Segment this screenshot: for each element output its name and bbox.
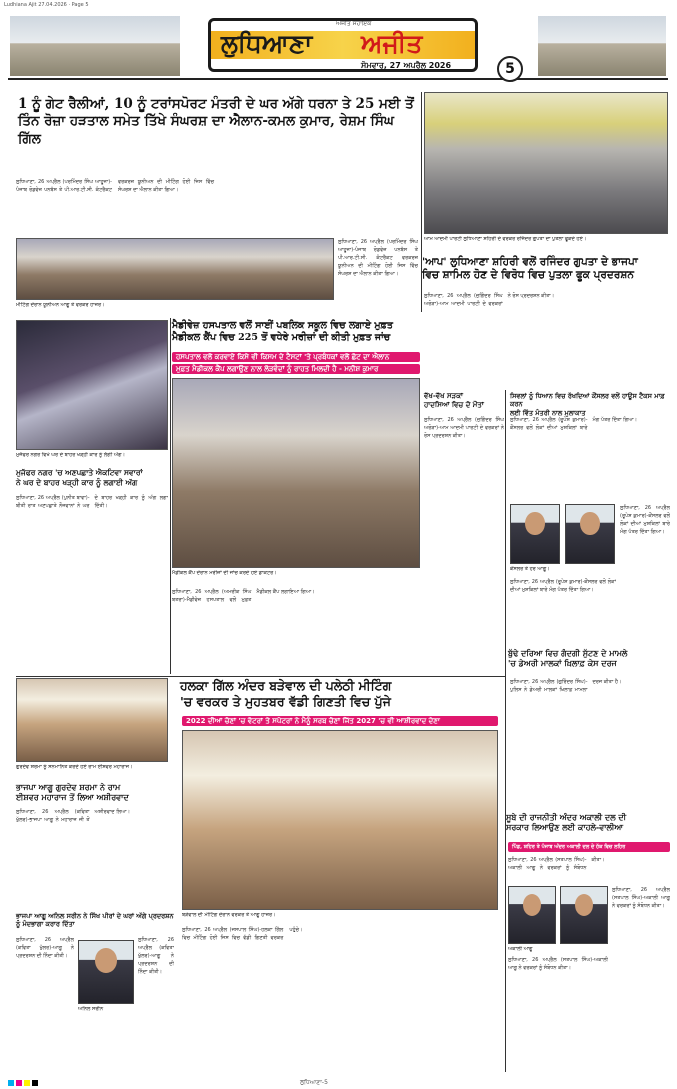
tax-headline-line-1: ਸਿਵਲਾਂ ਨੂੰ ਧਿਆਨ ਵਿਚ ਰੱਖਦਿਆਂ ਕੌਂਸਲਰ ਵਲੋਂ ਹਾਊਸ ਟੈਕਸ ਮਾਫ਼ ਕਰਨ	[510, 392, 665, 409]
fire-caption: ਮੁਜੱਫਰ ਨਗਰ ਵਿਖੇ ਘਰ ਦੇ ਬਾਹਰ ਖੜ੍ਹੀ ਕਾਰ ਨੂੰ ਲੱਗੀ ਅੱਗ।	[16, 452, 125, 458]
tax-portrait-1	[510, 504, 560, 564]
gill-headline-line-2: 'ਚ ਵਰਕਰ ਤੇ ਮੁਹਤਬਰ ਵੱਡੀ ਗਿਣਤੀ ਵਿਚ ਪੁੱਜੇ	[180, 694, 391, 709]
page-footer	[0, 1077, 677, 1089]
lead-body: ਲੁਧਿਆਣਾ, 26 ਅਪ੍ਰੈਲ (ਪਰਮਿੰਦਰ ਸਿੰਘ ਆਹੂਜਾ)-ਪੰਜਾਬ ਰੋਡਵੇਜ਼ ਪਨਬੱਸ ਤੇ ਪੀ.ਆਰ.ਟੀ.ਸੀ. ਕੰਟਰੈਕਟ ਵਰਕਰਜ਼ ਯੂਨੀਅਨ ਦੀ ਮੀਟਿੰਗ ਹੋਈ ਜਿਸ ਵਿੱਚ ਸੰਘਰਸ਼ ਦਾ ਐਲਾਨ ਕੀਤਾ ਗਿਆ।	[16, 179, 214, 193]
footer-page-label: ਲੁਧਿਆਣਾ-5	[300, 1079, 328, 1086]
fire-photo	[16, 320, 168, 450]
gill-band: 2022 ਦੀਆਂ ਚੋਣਾਂ 'ਚ ਵੋਟਰਾਂ ਤੇ ਸਪੋਟਰਾਂ ਨੇ ਮੈਨੂੰ ਸਰਬ ਚੋਣਾਂ ਜਿੱਤ 2027 'ਚ ਵੀ ਆਸ਼ੀਰਵਾਦ ਦੇਣਾ	[182, 716, 498, 726]
masthead-photo-left	[10, 16, 180, 76]
fire-headline-line-1: ਮੁਜੱਫਰ ਨਗਰ 'ਚ ਅਣਪਛਾਤੇ ਐਕਟਿਵਾ ਸਵਾਰਾਂ	[16, 468, 143, 477]
title-ludhiana: ਲੁਧਿਆਣਾ	[221, 29, 313, 58]
medical-band-1: ਹਸਪਤਾਲ ਵਲੋਂ ਕਰਵਾਏ ਕਿਸੇ ਵੀ ਕਿਸਮ ਦੇ ਟੈਸਟਾਂ 'ਤੇ ਪ੍ਰਬੰਧਕਾਂ ਵਲੋਂ ਛੋਟ ਦਾ ਐਲਾਨ	[172, 352, 420, 362]
akali-body-cont: ਲੁਧਿਆਣਾ, 26 ਅਪ੍ਰੈਲ (ਸਤਪਾਲ ਸਿੰਘ)-ਅਕਾਲੀ ਆਗੂ ਨੇ ਵਰਕਰਾਂ ਨੂੰ ਸੰਬੋਧਨ ਕੀਤਾ।	[612, 887, 670, 909]
divider	[421, 92, 422, 312]
medical-headline-line-2: ਮੈਡੀਕਲ ਕੈਂਪ ਵਿਚ 225 ਤੋਂ ਵਧੇਰੇ ਮਰੀਜ਼ਾਂ ਦੀ ਕੀਤੀ ਮੁਫ਼ਤ ਜਾਂਚ	[172, 332, 391, 344]
akali-body-more: ਲੁਧਿਆਣਾ, 26 ਅਪ੍ਰੈਲ (ਸਤਪਾਲ ਸਿੰਘ)-ਅਕਾਲੀ ਆਗੂ ਨੇ ਵਰਕਰਾਂ ਨੂੰ ਸੰਬੋਧਨ ਕੀਤਾ।	[508, 957, 608, 971]
protest-body: ਲੁਧਿਆਣਾ, 26 ਅਪ੍ਰੈਲ (ਜੁਗਿੰਦਰ ਸਿੰਘ ਅਰੋੜਾ)-ਆਮ ਆਦਮੀ ਪਾਰਟੀ ਦੇ ਵਰਕਰਾਂ ਨੇ ਰੋਸ ਪ੍ਰਦਰਸ਼ਨ ਕੀਤਾ।	[424, 293, 555, 307]
gill-photo	[182, 730, 498, 910]
lead-headline-line-2: ਤਿੰਨ ਰੋਜ਼ਾ ਹੜਤਾਲ ਸਮੇਤ ਤਿੱਖੇ ਸੰਘਰਸ਼ ਦਾ ਐਲਾਨ-ਕਮਲ ਕੁਮਾਰ, ਰੇਸ਼ਮ ਸਿੰਘ ਗਿੱਲ	[18, 113, 394, 147]
accident-headline	[424, 392, 504, 410]
anil-portrait	[78, 940, 134, 1004]
medical-band-2: ਮੁਫ਼ਤ ਮੈਡੀਕਲ ਕੈਂਪ ਲਗਾਉਣ ਨਾਲ ਲੋੜਵੰਦਾਂ ਨੂੰ ਰਾਹਤ ਮਿਲਦੀ ਹੈ - ਮਨੀਸ਼ ਕੁਮਾਰ	[172, 364, 420, 374]
accident-headline-line-1: ਵੱਖ-ਵੱਖ ਸੜਕਾਂ	[424, 391, 463, 400]
lead-photo	[16, 238, 334, 300]
akali-caption: ਅਕਾਲੀ ਆਗੂ	[508, 946, 533, 952]
akali-band: ਪਿੰਡ, ਸ਼ਹਿਰ ਤੇ ਪੰਜਾਬ ਅੰਦਰ ਅਕਾਲੀ ਦਲ ਦੇ ਹੱਕ ਵਿਚ ਲਹਿਰ	[508, 842, 670, 852]
anil-body: ਲੁਧਿਆਣਾ, 26 ਅਪ੍ਰੈਲ (ਕਵਿਤਾ ਖੁੱਲਰ)-ਆਗੂ ਨੇ ਪ੍ਰਦਰਸ਼ਨ ਦੀ ਨਿੰਦਾ ਕੀਤੀ।	[16, 937, 74, 959]
bjp-headline-line-2: ਈਸ਼ਵਰ ਮਹਾਰਾਜ ਤੋਂ ਲਿਆ ਅਸ਼ੀਰਵਾਦ	[16, 792, 129, 803]
lead-photo-caption: ਮੀਟਿੰਗ ਦੌਰਾਨ ਯੂਨੀਅਨ ਆਗੂ ਤੇ ਵਰਕਰ ਹਾਜ਼ਰ।	[16, 302, 105, 308]
anil-headline: ਭਾਜਪਾ ਆਗੂ ਅਨਿਲ ਸਰੀਨ ਨੇ ਸਿੱਖ ਪੀਰਾਂ ਦੇ ਘਰਾਂ ਅੱਗੇ ਪ੍ਰਦਰਸ਼ਨ ਨੂੰ ਮੰਦਭਾਗਾ ਕਰਾਰ ਦਿੱਤਾ	[16, 912, 174, 929]
anil-body-cont: ਲੁਧਿਆਣਾ, 26 ਅਪ੍ਰੈਲ (ਕਵਿਤਾ ਖੁੱਲਰ)-ਆਗੂ ਨੇ ਪ੍ਰਦਰਸ਼ਨ ਦੀ ਨਿੰਦਾ ਕੀਤੀ।	[138, 937, 174, 975]
tax-headline-line-2: ਲਈ ਵਿੱਤ ਮੰਤਰੀ ਨਾਲ ਮੁਲਾਕਾਤ	[510, 408, 586, 417]
page-number: 5	[497, 56, 523, 82]
gill-caption: ਬੜੇਵਾਲ ਦੀ ਮੀਟਿੰਗ ਦੌਰਾਨ ਵਰਕਰ ਤੇ ਆਗੂ ਹਾਜ਼ਰ।	[182, 912, 276, 918]
divider	[170, 318, 171, 674]
anil-caption: ਅਨਿਲ ਸਰੀਨ	[78, 1006, 104, 1012]
fire-headline-line-2: ਨੇ ਘਰ ਦੇ ਬਾਹਰ ਖੜ੍ਹੀ ਕਾਰ ਨੂੰ ਲਗਾਈ ਅੱਗ	[16, 477, 138, 487]
protest-caption: ਆਮ ਆਦਮੀ ਪਾਰਟੀ ਲੁਧਿਆਣਾ ਸ਼ਹਿਰੀ ਦੇ ਵਰਕਰ ਰਜਿੰਦਰ ਗੁਪਤਾ ਦਾ ਪੁਤਲਾ ਫੂਕਦੇ ਹੋਏ।	[424, 236, 587, 242]
protest-headline-line-1: 'ਆਪ' ਲੁਧਿਆਣਾ ਸ਼ਹਿਰੀ ਵਲੋਂ ਰਜਿੰਦਰ ਗੁਪਤਾ ਦੇ ਭਾਜਪਾ	[422, 256, 638, 268]
tax-body-cont: ਲੁਧਿਆਣਾ, 26 ਅਪ੍ਰੈਲ (ਰੂਪੇਸ਼ ਕੁਮਾਰ)-ਕੌਂਸਲਰ ਵਲੋਂ ਲੋਕਾਂ ਦੀਆਂ ਮੁਸ਼ਕਿਲਾਂ ਬਾਰੇ ਮੰਗ ਪੱਤਰ ਦਿੱਤਾ ਗਿਆ।	[620, 505, 670, 535]
bjp-photo	[16, 678, 168, 762]
akali-headline	[506, 812, 672, 832]
akali-headline-line-2: ਸਰਕਾਰ ਲਿਆਉਣ ਲਈ ਕਾਹਲੇ-ਵਾਲੀਆ	[506, 822, 624, 833]
bjp-body: ਲੁਧਿਆਣਾ, 26 ਅਪ੍ਰੈਲ (ਕਵਿਤਾ ਖੁੱਲਰ)-ਭਾਜਪਾ ਆਗੂ ਨੇ ਮਹਾਰਾਜ ਜੀ ਤੋਂ ਅਸ਼ੀਰਵਾਦ ਲਿਆ।	[16, 809, 130, 823]
medical-headline	[172, 320, 422, 344]
divider	[16, 676, 505, 677]
accident-body: ਲੁਧਿਆਣਾ, 26 ਅਪ੍ਰੈਲ (ਜੁਗਿੰਦਰ ਸਿੰਘ ਅਰੋੜਾ)-ਆਮ ਆਦਮੀ ਪਾਰਟੀ ਦੇ ਵਰਕਰਾਂ ਨੇ ਰੋਸ ਪ੍ਰਦਰਸ਼ਨ ਕੀਤਾ।	[424, 417, 504, 439]
tax-body: ਲੁਧਿਆਣਾ, 26 ਅਪ੍ਰੈਲ (ਰੂਪੇਸ਼ ਕੁਮਾਰ)-ਕੌਂਸਲਰ ਵਲੋਂ ਲੋਕਾਂ ਦੀਆਂ ਮੁਸ਼ਕਿਲਾਂ ਬਾਰੇ ਮੰਗ ਪੱਤਰ ਦਿੱਤਾ ਗਿਆ।	[510, 417, 638, 431]
lead-headline	[18, 96, 418, 148]
tax-body-more: ਲੁਧਿਆਣਾ, 26 ਅਪ੍ਰੈਲ (ਰੂਪੇਸ਼ ਕੁਮਾਰ)-ਕੌਂਸਲਰ ਵਲੋਂ ਲੋਕਾਂ ਦੀਆਂ ਮੁਸ਼ਕਿਲਾਂ ਬਾਰੇ ਮੰਗ ਪੱਤਰ ਦਿੱਤਾ ਗਿਆ।	[510, 579, 616, 593]
akali-portrait-1	[508, 886, 556, 944]
dairy-body: ਲੁਧਿਆਣਾ, 26 ਅਪ੍ਰੈਲ (ਗੁਰਿੰਦਰ ਸਿੰਘ)-ਪੁਲਿਸ ਨੇ ਡੇਅਰੀ ਮਾਲਕਾਂ ਖ਼ਿਲਾਫ਼ ਮਾਮਲਾ ਦਰਜ ਕੀਤਾ ਹੈ।	[510, 679, 622, 693]
protest-headline	[422, 256, 670, 283]
akali-body: ਲੁਧਿਆਣਾ, 26 ਅਪ੍ਰੈਲ (ਸਤਪਾਲ ਸਿੰਘ)-ਅਕਾਲੀ ਆਗੂ ਨੇ ਵਰਕਰਾਂ ਨੂੰ ਸੰਬੋਧਨ ਕੀਤਾ।	[508, 857, 605, 871]
protest-photo	[424, 92, 668, 234]
medical-caption: ਮੈਡੀਕਲ ਕੈਂਪ ਦੌਰਾਨ ਮਰੀਜ਼ਾਂ ਦੀ ਜਾਂਚ ਕਰਦੇ ਹੋਏ ਡਾਕਟਰ।	[172, 570, 277, 576]
fire-headline	[16, 468, 172, 487]
gill-headline-line-1: ਹਲਕਾ ਗਿੱਲ ਅੰਦਰ ਬੜੇਵਾਲ ਦੀ ਪਲੇਠੀ ਮੀਟਿੰਗ	[180, 678, 392, 693]
gill-body: ਲੁਧਿਆਣਾ, 26 ਅਪ੍ਰੈਲ (ਜਸਪਾਲ ਸਿੰਘ)-ਹਲਕਾ ਗਿੱਲ ਵਿਚ ਮੀਟਿੰਗ ਹੋਈ ਜਿਸ ਵਿਚ ਵੱਡੀ ਗਿਣਤੀ ਵਰਕਰ ਪਹੁੰਚੇ।	[182, 927, 303, 941]
medical-photo	[172, 378, 420, 568]
issue-date: ਸੋਮਵਾਰ, 27 ਅਪ੍ਰੈਲ 2026	[361, 61, 452, 70]
masthead-photo-right	[538, 16, 666, 76]
dairy-headline	[508, 648, 670, 668]
newspaper-title-box	[208, 18, 478, 72]
dairy-headline-line-1: ਬੁੱਢੇ ਦਰਿਆ ਵਿਚ ਗੰਦਗੀ ਸੁੱਟਣ ਦੇ ਮਾਮਲੇ	[508, 648, 628, 658]
divider	[505, 390, 506, 1072]
lead-body-cont: ਲੁਧਿਆਣਾ, 26 ਅਪ੍ਰੈਲ (ਪਰਮਿੰਦਰ ਸਿੰਘ ਆਹੂਜਾ)-ਪੰਜਾਬ ਰੋਡਵੇਜ਼ ਪਨਬੱਸ ਤੇ ਪੀ.ਆਰ.ਟੀ.ਸੀ. ਕੰਟਰੈਕਟ ਵਰਕਰਜ਼ ਯੂਨੀਅਨ ਦੀ ਮੀਟਿੰਗ ਹੋਈ ਜਿਸ ਵਿੱਚ ਸੰਘਰਸ਼ ਦਾ ਐਲਾਨ ਕੀਤਾ ਗਿਆ।	[338, 239, 418, 277]
medical-body: ਲੁਧਿਆਣਾ, 26 ਅਪ੍ਰੈਲ (ਅਮਰੀਕ ਸਿੰਘ ਬਤਰਾ)-ਮੈਡੀਵੇਜ਼ ਹਸਪਤਾਲ ਵਲੋਂ ਮੁਫ਼ਤ ਮੈਡੀਕਲ ਕੈਂਪ ਲਗਾਇਆ ਗਿਆ।	[172, 589, 315, 603]
title-ajit: ਅਜੀਤ	[361, 29, 423, 58]
medical-headline-line-1: ਮੈਡੀਵੇਜ਼ ਹਸਪਤਾਲ ਵਲੋਂ ਸਾਈਂ ਪਬਲਿਕ ਸਕੂਲ ਵਿਚ ਲਗਾਏ ਮੁਫ਼ਤ	[172, 320, 393, 331]
gill-headline	[180, 678, 500, 710]
bjp-headline	[16, 782, 172, 802]
tax-caption: ਕੌਂਸਲਰ ਤੇ ਹੋਰ ਆਗੂ।	[510, 566, 550, 572]
protest-headline-line-2: ਵਿਚ ਸ਼ਾਮਿਲ ਹੋਣ ਦੇ ਵਿਰੋਧ ਵਿਚ ਪੁਤਲਾ ਫੂਕ ਪ੍ਰਦਰਸ਼ਨ	[422, 269, 634, 282]
bjp-headline-line-1: ਭਾਜਪਾ ਆਗੂ ਗੁਰਦੇਵ ਸ਼ਰਮਾ ਨੇ ਰਾਮ	[16, 782, 121, 792]
akali-portrait-2	[560, 886, 608, 944]
lead-headline-line-1: 1 ਨੂੰ ਗੇਟ ਰੈਲੀਆਂ, 10 ਨੂੰ ਟਰਾਂਸਪੋਰਟ ਮੰਤਰੀ ਦੇ ਘਰ ਅੱਗੇ ਧਰਨਾ ਤੇ 25 ਮਈ ਤੋਂ	[18, 96, 414, 112]
masthead	[8, 12, 668, 80]
color-register-marks	[8, 1077, 40, 1089]
tax-headline	[510, 392, 670, 417]
title-tag: ਅਜੀਤ ਸਹਾਇਕ	[336, 20, 372, 27]
print-info-bar: Ludhiana Ajit 27.04.2026 · Page 5	[4, 2, 89, 8]
akali-headline-line-1: ਸੂਬੇ ਦੀ ਰਾਜਨੀਤੀ ਅੰਦਰ ਅਕਾਲੀ ਦਲ ਦੀ	[506, 812, 627, 822]
dairy-headline-line-2: 'ਚ ਡੇਅਰੀ ਮਾਲਕਾਂ ਖ਼ਿਲਾਫ਼ ਕੇਸ ਦਰਜ	[508, 658, 617, 669]
accident-headline-line-2: ਹਾਦਸਿਆਂ ਵਿਚ ਦੋ ਮੌਤਾਂ	[424, 399, 484, 409]
tax-portrait-2	[565, 504, 615, 564]
bjp-caption: ਗੁਰਦੇਵ ਸ਼ਰਮਾ ਨੂੰ ਸਨਮਾਨਿਤ ਕਰਦੇ ਹੋਏ ਰਾਮ ਈਸ਼ਵਰ ਮਹਾਰਾਜ।	[16, 764, 133, 770]
fire-body: ਲੁਧਿਆਣਾ, 26 ਅਪ੍ਰੈਲ (ਪੁਨੀਤ ਬਾਵਾ)-ਬੀਤੀ ਰਾਤ ਅਣਪਛਾਤੇ ਨੌਜਵਾਨਾਂ ਨੇ ਘਰ ਦੇ ਬਾਹਰ ਖੜ੍ਹੀ ਕਾਰ ਨੂੰ ਅੱਗ ਲਗਾ ਦਿੱਤੀ।	[16, 495, 168, 509]
